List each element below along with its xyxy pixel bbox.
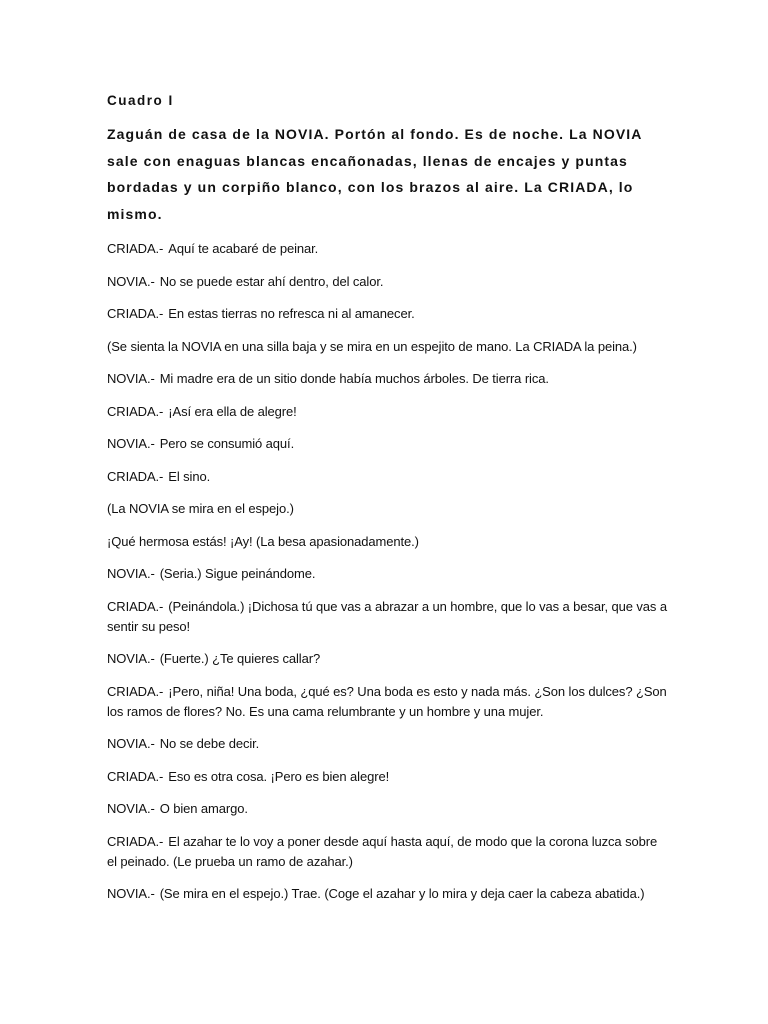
dialogue-line <box>107 832 667 872</box>
speaker-name: CRIADA.- <box>107 403 164 419</box>
line-text: O bien amargo. <box>159 801 248 816</box>
speaker-name: CRIADA.- <box>107 833 164 849</box>
line-text: Mi madre era de un sitio donde había muchos árboles. De tierra rica. <box>159 371 549 386</box>
line-text: ¡Pero, niña! Una boda, ¿qué es? Una boda es esto y nada más. ¿Son los dulces? ¿Son los ramos de flores? No. Es una cama relumbrante y un hombre y una mujer. <box>107 683 667 719</box>
speaker-name: NOVIA.- <box>107 566 155 581</box>
speaker-name: CRIADA.- <box>107 683 164 699</box>
line-text: No se debe decir. <box>159 736 260 751</box>
line-text: Pero se consumió aquí. <box>159 436 295 451</box>
dialogue-line <box>107 799 667 819</box>
speaker-name: NOVIA.- <box>107 436 155 451</box>
line-text: ¡Así era ella de alegre! <box>168 403 297 419</box>
dialogue-line <box>107 734 667 754</box>
dialogue-line <box>107 649 667 669</box>
dialogue-line <box>107 564 667 584</box>
speaker-name: NOVIA.- <box>107 801 155 816</box>
line-text: Aquí te acabaré de peinar. <box>168 241 319 256</box>
speaker-name: NOVIA.- <box>107 273 155 289</box>
line-text: El sino. <box>168 468 211 484</box>
line-text: (Se sienta la NOVIA en una silla baja y se mira en un espejito de mano. La CRIADA la peina.) <box>107 338 637 354</box>
line-text: En estas tierras no refresca ni al amanecer. <box>168 306 415 321</box>
speaker-name: CRIADA.- <box>107 306 164 321</box>
line-text: No se puede estar ahí dentro, del calor. <box>159 273 384 289</box>
line-text: (Seria.) Sigue peinándome. <box>159 566 316 581</box>
line-text: ¡Qué hermosa estás! ¡Ay! (La besa apasionadamente.) <box>107 533 419 549</box>
speaker-name: NOVIA.- <box>107 371 155 386</box>
line-text: (Se mira en el espejo.) Trae. (Coge el azahar y lo mira y deja caer la cabeza abatida.) <box>159 886 645 901</box>
line-text: (Peinándola.) ¡Dichosa tú que vas a abrazar a un hombre, que lo vas a besar, que vas a sentir su peso! <box>107 598 667 634</box>
dialogue-line <box>107 884 667 904</box>
dialogue-line <box>107 272 667 292</box>
speaker-name: CRIADA.- <box>107 241 164 256</box>
line-text: El azahar te lo voy a poner desde aquí hasta aquí, de modo que la corona luzca sobre el peinado. (Le prueba un ramo de azahar.) <box>107 833 658 869</box>
speaker-name: CRIADA.- <box>107 768 164 784</box>
dialogue-line <box>107 682 667 722</box>
opening-stage-direction: Zaguán de casa de la NOVIA. Portón al fondo. Es de noche. La NOVIA sale con enaguas blancas encañonadas, llenas de encajes y puntas bordadas y un corpiño blanco, con los brazos al aire. La CRIADA, lo mismo. <box>107 126 642 222</box>
line-text: Eso es otra cosa. ¡Pero es bien alegre! <box>168 768 390 784</box>
dialogue-line <box>107 597 667 637</box>
line-text: (Fuerte.) ¿Te quieres callar? <box>159 651 321 666</box>
dialogue-line <box>107 402 667 422</box>
dialogue-line <box>107 304 667 324</box>
dialogue-line <box>107 239 667 259</box>
stage-direction-line <box>107 337 667 357</box>
dialogue-line <box>107 767 667 787</box>
document-page <box>107 91 667 917</box>
dialogue-line <box>107 369 667 389</box>
speaker-name: CRIADA.- <box>107 468 164 484</box>
speaker-name: NOVIA.- <box>107 651 155 666</box>
dialogue-list <box>107 239 667 904</box>
line-text: (La NOVIA se mira en el espejo.) <box>107 501 294 516</box>
speaker-name: NOVIA.- <box>107 886 155 901</box>
speaker-name: CRIADA.- <box>107 598 164 614</box>
stage-direction-line <box>107 532 667 552</box>
dialogue-line <box>107 467 667 487</box>
stage-direction-line <box>107 499 667 519</box>
speaker-name: NOVIA.- <box>107 736 155 751</box>
dialogue-line <box>107 434 667 454</box>
scene-heading: Cuadro I <box>107 93 174 108</box>
